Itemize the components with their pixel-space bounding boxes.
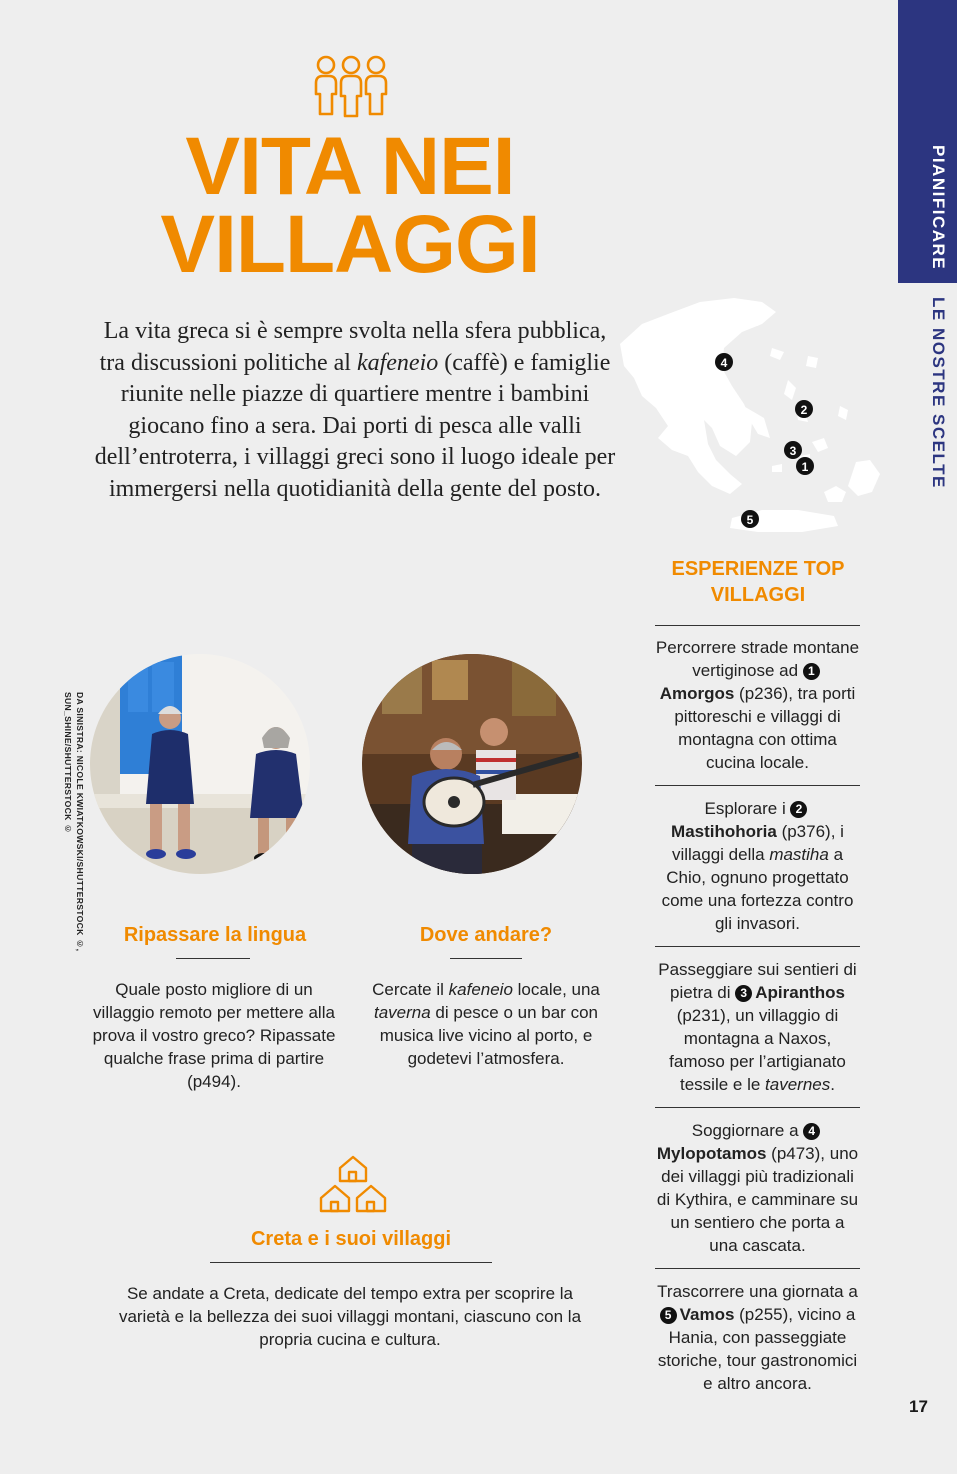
top-rule-3 — [655, 1107, 860, 1108]
section-crete-rule — [210, 1262, 492, 1263]
chapter-label: PIANIFICARE — [929, 145, 948, 271]
section-where-rule — [450, 958, 522, 959]
number-badge-3: 3 — [735, 985, 752, 1002]
photo-credit — [62, 692, 86, 982]
where-text-2: locale, una — [512, 980, 600, 999]
map-marker-2: 2 — [800, 403, 808, 417]
intro-text-1: La vita greca si è sempre svolta nella sfera pubblica, tra discussioni politiche al — [99, 318, 607, 376]
top-heading-line-1: ESPERIENZE TOP — [671, 558, 845, 580]
where-kafeneio: kafeneio — [448, 980, 513, 999]
people-icon — [312, 54, 390, 118]
intro-paragraph — [90, 316, 620, 506]
intro-text-2: (caffè) e famiglie riunite nelle piazze di quartiere mentre i bambini giocano fino a sera. Dai porti di pesca alle valli dell’entroterra, i villaggi greci sono il luogo ideale per immergersi nella quotidianità della gente del posto. — [94, 349, 616, 502]
credit-line-1: DA SINISTRA: NICOLE KWIATKOWSKI/SHUTTERSTOCK ©, — [75, 692, 85, 952]
map-marker-3: 3 — [789, 444, 797, 458]
photo-musician — [362, 654, 582, 874]
top-rule-1 — [655, 785, 860, 786]
title-line-1: VITA NEI — [185, 121, 515, 212]
section-language-text: Quale posto migliore di un villaggio remoto per mettere alla prova il vostro greco? Ripassate qualche frase prima di partire (p494). — [92, 980, 336, 1091]
top-item-apiranthos: Passeggiare sui sentieri di pietra di 3 Apiranthos (p231), un villaggio di montagna a Naxos, famoso per l’artigianato tessile e le tavernes. — [658, 960, 857, 1094]
number-badge-2: 2 — [790, 801, 807, 818]
section-label: LE NOSTRE SCELTE — [929, 297, 948, 489]
map-marker-4: 4 — [720, 356, 728, 370]
number-badge-4: 4 — [803, 1123, 820, 1140]
where-text-3: di pesce o un bar con musica live vicino al porto, e godetevi l’atmosfera. — [379, 1003, 598, 1068]
map-marker-1: 1 — [801, 460, 809, 474]
section-where-text — [360, 978, 612, 1070]
photo-women — [90, 654, 310, 874]
number-badge-1: 1 — [803, 663, 820, 680]
top-rule-2 — [655, 946, 860, 947]
title-line-2: VILLAGGI — [160, 199, 540, 290]
top-item-mastihohoria: Esplorare i 2Mastihohoria (p376), i villaggi della mastiha a Chio, ognuno progettato come una fortezza contro gli invasori. — [661, 799, 854, 933]
greece-map — [612, 296, 884, 536]
top-heading-line-2: VILLAGGI — [710, 584, 806, 606]
intro-kafeneio: kafeneio — [356, 349, 439, 376]
section-language-rule — [176, 958, 250, 959]
credit-line-2: SUN_SHINE/SHUTTERSTOCK © — [63, 692, 73, 834]
top-item-vamos: Trascorrere una giornata a 5 Vamos (p255), vicino a Hania, con passeggiate storiche, tour gastronomici e altro ancora. — [657, 1282, 858, 1393]
houses-icon — [318, 1154, 388, 1214]
section-crete-heading: Creta e i suoi villaggi — [250, 1228, 452, 1250]
where-taverna: taverna — [374, 1003, 431, 1022]
page-number: 17 — [909, 1397, 928, 1416]
map-marker-5: 5 — [746, 513, 754, 527]
page-title — [140, 121, 560, 290]
top-rule-4 — [655, 1268, 860, 1269]
section-crete-text: Se andate a Creta, dedicate del tempo extra per scoprire la varietà e la bellezza dei suoi villaggi montani, ciascuno con la propria cucina e cultura. — [118, 1284, 582, 1349]
section-language-heading: Ripassare la lingua — [123, 924, 307, 946]
section-where-heading: Dove andare? — [419, 924, 553, 946]
top-rule-0 — [655, 625, 860, 626]
top-experiences-heading — [650, 556, 866, 608]
number-badge-5: 5 — [660, 1307, 677, 1324]
where-text-1: Cercate il — [372, 980, 449, 999]
top-item-amorgos: Percorrere strade montane vertiginose ad 1Amorgos (p236), tra porti pittoreschi e villaggi di montagna con ottima cucina locale. — [655, 638, 860, 772]
top-item-mylopotamos: Soggiornare a 4Mylopotamos (p473), uno dei villaggi più tradizionali di Kythira, e camminare su un sentiero che porta a una cascata. — [656, 1121, 859, 1255]
